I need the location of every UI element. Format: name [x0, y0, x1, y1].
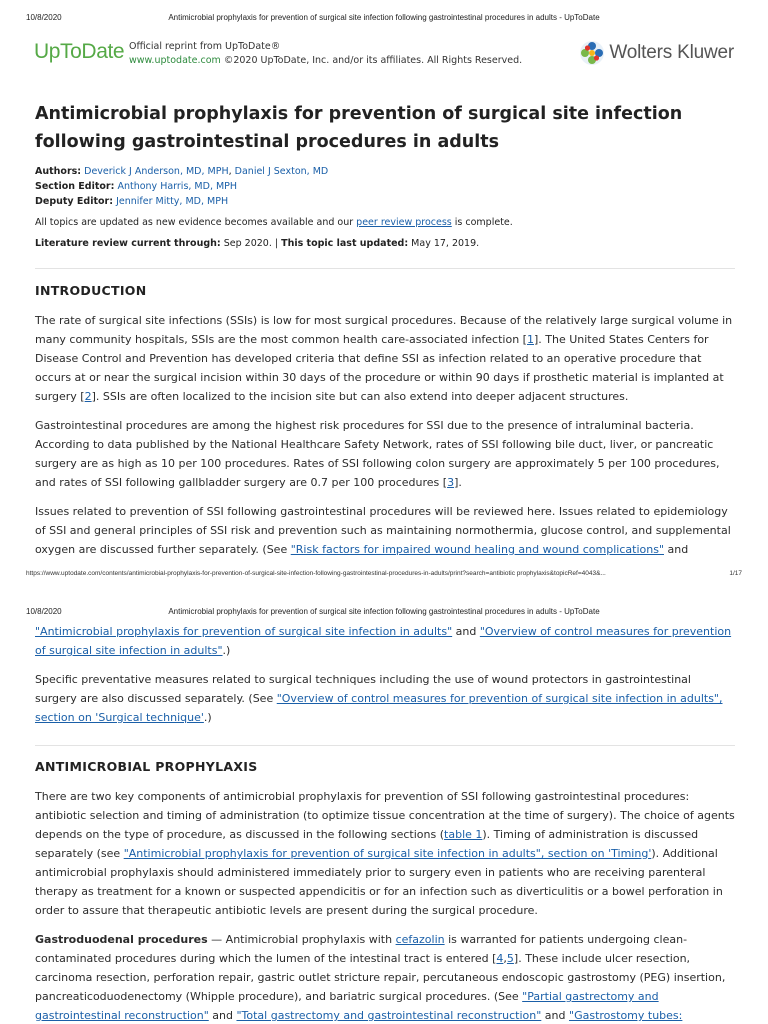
text: There are two key components of antimicrobial prophylaxis for prevention of SSI following gastrointestinal procedures: antibiotic selection and timing of administration (to optimize tissue concentration at the time of surgery). The choice of agents depends on the type of procedure, as discussed in the following sections (	[35, 790, 735, 841]
text: ]. SSIs are often localized to the incision site but can also extend into deeper adjacent structures.	[91, 390, 629, 403]
gastroduodenal-paragraph	[35, 930, 735, 1024]
text: .)	[222, 644, 231, 657]
topic-link[interactable]: "Risk factors for impaired wound healing and wound complications"	[290, 543, 664, 556]
last-updated-value: May 17, 2019.	[408, 238, 480, 249]
authors-line: Authors: Deverick J Anderson, MD, MPH, Daniel J Sexton, MD	[35, 166, 329, 177]
uptodate-url-link[interactable]: www.uptodate.com	[129, 55, 221, 66]
wolters-kluwer-logo[interactable]	[579, 40, 734, 66]
wolters-kluwer-wordmark: Wolters Kluwer	[609, 42, 734, 63]
lit-review-label: Literature review current through:	[35, 238, 221, 249]
review-dates	[35, 236, 735, 251]
gastroduodenal-subheading: Gastroduodenal procedures	[35, 933, 208, 946]
print-title: Antimicrobial prophylaxis for prevention of surgical site infection following gastrointestinal procedures in adults - UpToDate	[168, 13, 600, 22]
wolters-kluwer-emblem-icon	[579, 40, 605, 66]
text: and	[208, 1009, 237, 1022]
article-header	[35, 100, 735, 251]
reference-link[interactable]: 1	[526, 333, 534, 346]
reference-link[interactable]: 3	[447, 476, 455, 489]
table-link[interactable]: table 1	[444, 828, 483, 841]
copyright-text: ©2020 UpToDate, Inc. and/or its affiliates. All Rights Reserved.	[223, 55, 523, 66]
text: ]. The United States Centers for Disease Control and Prevention has developed criteria that define SSI as infection related to an operative procedure that occurs at or near the surgical incision within 30 days of the procedure or within 90 days if prosthetic material is implanted at surgery [	[35, 333, 724, 403]
intro-paragraph-1	[35, 311, 735, 406]
text: and	[541, 1009, 570, 1022]
drug-link[interactable]: cefazolin	[395, 933, 445, 946]
text: Gastrointestinal procedures are among the highest risk procedures for SSI due to the presence of intraluminal bacteria. According to data published by the National Healthcare Safety Network, rates of SSI following bile duct, liver, or pancreatic surgery are as high as 10 per 100 procedures. Rates of SSI following colon surgery are approximately 5 per 100 procedures, and rates of SSI following gallbladder surgery are 0.7 per 100 procedures [	[35, 419, 720, 489]
print-title: Antimicrobial prophylaxis for prevention of surgical site infection following gastrointestinal procedures in adults - UpToDate	[168, 607, 600, 616]
topic-link[interactable]: "Gastrostomy tubes:	[569, 1009, 683, 1022]
antimicrobial-prophylaxis-section	[35, 759, 735, 1024]
author-link[interactable]: Deverick J Anderson, MD, MPH	[84, 166, 229, 177]
section-divider	[35, 268, 735, 269]
peer-review-link[interactable]: peer review process	[356, 217, 452, 228]
deputy-editor-link[interactable]: Jennifer Mitty, MD, MPH	[116, 196, 229, 207]
reference-link[interactable]: 2	[84, 390, 92, 403]
print-date: 10/8/2020	[26, 13, 62, 22]
surgical-technique-paragraph	[35, 670, 735, 727]
topic-link[interactable]: "Overview of control measures for prevention of surgical site infection in adults"	[35, 625, 732, 657]
text: .)	[203, 711, 212, 724]
section-editor-link[interactable]: Anthony Harris, MD, MPH	[117, 181, 238, 192]
print-date: 10/8/2020	[26, 607, 62, 616]
update-note	[35, 215, 735, 230]
uptodate-logo[interactable]: UpToDate	[34, 40, 125, 63]
update-note-text-end: is complete.	[451, 217, 513, 228]
last-updated-label: This topic last updated:	[281, 238, 409, 249]
section-editor-line	[35, 179, 735, 194]
text: Issues related to prevention of SSI following gastrointestinal procedures will be reviewed here. Issues related to epidemiology of SSI and general principles of SSI risk and prevention such as maintaining normothermia, glucose control, and supplemental oxygen are discussed further separately. (See	[35, 505, 731, 556]
section-divider	[35, 745, 735, 746]
topic-link[interactable]: "Total gastrectomy and gastrointestinal reconstruction"	[236, 1009, 542, 1022]
topic-link[interactable]: "Antimicrobial prophylaxis for prevention of surgical site infection in adults", section on 'Timing'	[123, 847, 652, 860]
antimicrobial-prophylaxis-heading: ANTIMICROBIAL PROPHYLAXIS	[35, 759, 258, 774]
intro-paragraph-3	[35, 502, 735, 559]
reprint-notice	[129, 40, 522, 68]
text: and	[452, 625, 480, 638]
reference-link[interactable]: 4	[496, 952, 504, 965]
continued-paragraph	[35, 622, 735, 660]
print-header	[0, 13, 768, 27]
authors-label: Authors:	[35, 166, 82, 177]
text: ]. These include ulcer resection, carcinoma resection, perforation repair, gastric outlet stricture repair, percutaneous endoscopic gastrostomy (PEG) insertion, pancreaticoduodenectomy (Whipple procedure), and bariatric surgical procedures. (See	[35, 952, 726, 1003]
text: and	[664, 543, 689, 556]
introduction-heading: INTRODUCTION	[35, 283, 147, 298]
print-url: https://www.uptodate.com/contents/antimicrobial-prophylaxis-for-prevention-of-surgical-site-infection-following-gastrointestinal-procedures-in-adults/print?search=antibiotic prophylaxis&topicRef=4043&...	[26, 570, 606, 577]
topic-link[interactable]: "Overview of control measures for prevention of surgical site infection in adults", section on 'Surgical technique'	[35, 692, 723, 724]
reprint-line: Official reprint from UpToDate®	[129, 41, 281, 52]
lit-review-value: Sep 2020. |	[220, 238, 282, 249]
text: is warranted for patients undergoing clean-contaminated procedures during which the lumen of the intestinal tract is entered [	[35, 933, 688, 965]
page-2-content	[35, 622, 735, 727]
prophylaxis-paragraph	[35, 787, 735, 920]
section-editor-label: Section Editor:	[35, 181, 115, 192]
topic-link[interactable]: "Antimicrobial prophylaxis for prevention of surgical site infection in adults"	[35, 625, 453, 638]
text: ). Additional antimicrobial prophylaxis should administered immediately prior to surgery even in patients who are receiving parenteral therapy as treatment for a known or suspected appendicitis or for an infection such as diverticulitis or a bowel perforation in order to assure that therapeutic antibiotic levels are present during the surgical procedure.	[35, 847, 723, 917]
text: ). Timing of administration is discussed separately (see	[35, 828, 699, 860]
text: — Antimicrobial prophylaxis with	[207, 933, 396, 946]
author-link[interactable]: Daniel J Sexton, MD	[234, 166, 329, 177]
text: ,	[503, 952, 507, 965]
brand-bar	[34, 38, 734, 72]
page-number: 1/17	[729, 570, 742, 577]
text: Specific preventative measures related to surgical techniques including the use of wound protectors in gastrointestinal surgery are also discussed separately. (See	[35, 673, 691, 705]
topic-link[interactable]: "Partial gastrectomy and gastrointestinal reconstruction"	[35, 990, 659, 1022]
deputy-editor-label: Deputy Editor:	[35, 196, 114, 207]
intro-paragraph-2	[35, 416, 735, 492]
text: ].	[454, 476, 462, 489]
introduction-section	[35, 283, 735, 559]
article-title: Antimicrobial prophylaxis for prevention of surgical site infection following gastrointestinal procedures in adults	[35, 104, 683, 152]
text: The rate of surgical site infections (SSIs) is low for most surgical procedures. Because of the relatively large surgical volume in many community hospitals, SSIs are the most common health care-associated infection [	[35, 314, 733, 346]
reference-link[interactable]: 5	[506, 952, 514, 965]
update-note-text: All topics are updated as new evidence becomes available and our	[35, 217, 357, 228]
deputy-editor-line	[35, 194, 735, 209]
print-header	[0, 607, 768, 621]
